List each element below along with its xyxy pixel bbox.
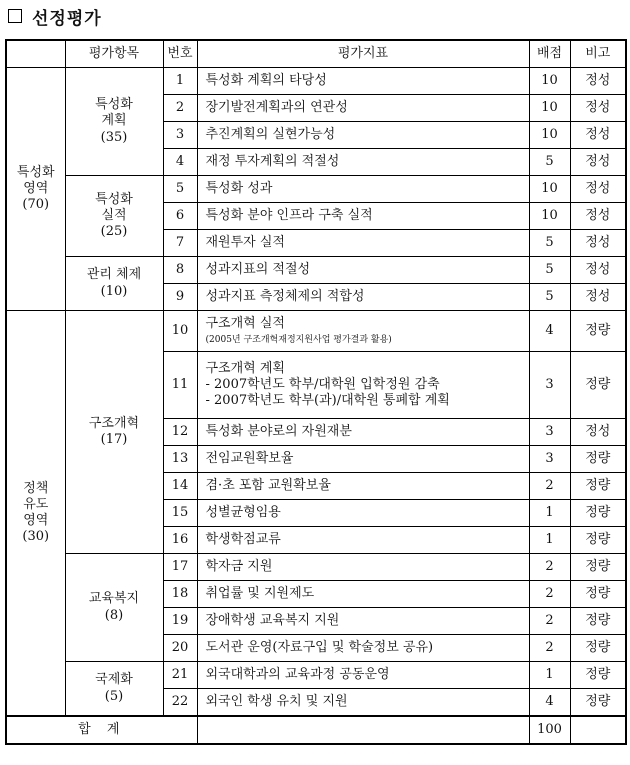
row-no: 3 bbox=[163, 122, 197, 149]
group-points: (30) bbox=[22, 529, 50, 545]
group-label-line: 특성화 bbox=[16, 164, 55, 180]
row-indicator: 외국인 학생 유치 및 지원 bbox=[197, 689, 529, 717]
total-label: 합 계 bbox=[6, 716, 197, 744]
row-score: 2 bbox=[529, 581, 570, 608]
row-indicator: 특성화 계획의 타당성 bbox=[197, 68, 529, 95]
row-remark: 정성 bbox=[570, 284, 626, 311]
subgroup-label-line: 특성화 bbox=[95, 97, 133, 113]
row-remark: 정량 bbox=[570, 352, 626, 419]
row-score: 2 bbox=[529, 554, 570, 581]
row-score: 5 bbox=[529, 284, 570, 311]
subgroup-points: (8) bbox=[104, 607, 124, 623]
row-no: 5 bbox=[163, 176, 197, 203]
header-no: 번호 bbox=[163, 40, 197, 68]
row-indicator: 학자금 지원 bbox=[197, 554, 529, 581]
row-indicator bbox=[197, 352, 529, 419]
row-remark: 정량 bbox=[570, 446, 626, 473]
row-score: 5 bbox=[529, 149, 570, 176]
row-indicator: 재정 투자계획의 적절성 bbox=[197, 149, 529, 176]
indicator-text: 구조개혁 실적 bbox=[205, 316, 285, 332]
indicator-text: 구조개혁 계획 bbox=[205, 360, 285, 376]
row-score: 3 bbox=[529, 419, 570, 446]
header-indicator: 평가지표 bbox=[197, 40, 529, 68]
subgroup-points: (5) bbox=[104, 688, 124, 704]
row-indicator: 학생학점교류 bbox=[197, 527, 529, 554]
row-score: 2 bbox=[529, 635, 570, 662]
indicator-bullet: - 2007학년도 학부(과)/대학원 통폐합 계획 bbox=[205, 393, 450, 409]
subgroup-plan bbox=[65, 68, 163, 176]
group-specialization bbox=[6, 68, 65, 311]
subgroup-restructuring bbox=[65, 311, 163, 554]
row-indicator: 장기발전계획과의 연관성 bbox=[197, 95, 529, 122]
row-score: 10 bbox=[529, 203, 570, 230]
row-remark: 정성 bbox=[570, 68, 626, 95]
row-score: 1 bbox=[529, 662, 570, 689]
row-no: 1 bbox=[163, 68, 197, 95]
row-indicator: 전임교원확보율 bbox=[197, 446, 529, 473]
row-no: 6 bbox=[163, 203, 197, 230]
row-no: 11 bbox=[163, 352, 197, 419]
row-indicator: 재원투자 실적 bbox=[197, 230, 529, 257]
row-indicator: 특성화 분야로의 자원재분 bbox=[197, 419, 529, 446]
subgroup-points: (10) bbox=[100, 283, 128, 299]
row-no: 10 bbox=[163, 311, 197, 352]
table-row bbox=[6, 176, 626, 203]
row-no: 12 bbox=[163, 419, 197, 446]
subgroup-welfare bbox=[65, 554, 163, 662]
row-no: 20 bbox=[163, 635, 197, 662]
total-row bbox=[6, 716, 626, 744]
subgroup-label-line: 특성화 bbox=[95, 191, 133, 207]
row-remark: 정량 bbox=[570, 473, 626, 500]
indicator-bullet: - 2007학년도 학부/대학원 입학정원 감축 bbox=[205, 376, 440, 392]
row-no: 17 bbox=[163, 554, 197, 581]
row-no: 14 bbox=[163, 473, 197, 500]
row-remark: 정량 bbox=[570, 635, 626, 662]
row-score: 10 bbox=[529, 176, 570, 203]
row-indicator: 성별균형임용 bbox=[197, 500, 529, 527]
table-row bbox=[6, 662, 626, 689]
row-no: 13 bbox=[163, 446, 197, 473]
header-remark: 비고 bbox=[570, 40, 626, 68]
evaluation-table bbox=[5, 39, 627, 745]
section-title: 선정평가 bbox=[32, 8, 102, 29]
row-score: 3 bbox=[529, 352, 570, 419]
subgroup-label-line: 구조개혁 bbox=[88, 415, 140, 431]
row-indicator: 성과지표 측정체제의 적합성 bbox=[197, 284, 529, 311]
checkbox-square-icon bbox=[8, 9, 22, 23]
row-remark: 정성 bbox=[570, 257, 626, 284]
group-label-line: 영역 bbox=[23, 180, 49, 196]
group-policy bbox=[6, 311, 65, 717]
group-label-line: 유도 bbox=[23, 496, 49, 512]
row-indicator: 특성화 성과 bbox=[197, 176, 529, 203]
row-score: 5 bbox=[529, 230, 570, 257]
row-score: 1 bbox=[529, 527, 570, 554]
header-blank bbox=[6, 40, 65, 68]
row-no: 22 bbox=[163, 689, 197, 717]
subgroup-label-line: 교육복지 bbox=[88, 591, 140, 607]
row-no: 15 bbox=[163, 500, 197, 527]
row-indicator bbox=[197, 311, 529, 352]
subgroup-international bbox=[65, 662, 163, 717]
subgroup-points: (17) bbox=[100, 432, 128, 447]
row-score: 3 bbox=[529, 446, 570, 473]
table-row bbox=[6, 311, 626, 352]
row-remark: 정성 bbox=[570, 419, 626, 446]
row-score: 1 bbox=[529, 500, 570, 527]
row-score: 10 bbox=[529, 122, 570, 149]
row-remark: 정량 bbox=[570, 554, 626, 581]
total-blank bbox=[197, 716, 529, 744]
row-indicator: 성과지표의 적절성 bbox=[197, 257, 529, 284]
table-row bbox=[6, 554, 626, 581]
row-score: 4 bbox=[529, 689, 570, 717]
row-remark: 정성 bbox=[570, 149, 626, 176]
row-score: 10 bbox=[529, 95, 570, 122]
header-score: 배점 bbox=[529, 40, 570, 68]
subgroup-points: (25) bbox=[100, 224, 128, 240]
subgroup-label-line: 계획 bbox=[101, 113, 127, 129]
subgroup-management bbox=[65, 257, 163, 311]
row-score: 2 bbox=[529, 473, 570, 500]
row-no: 21 bbox=[163, 662, 197, 689]
subgroup-label-line: 국제화 bbox=[95, 672, 133, 688]
total-remark bbox=[570, 716, 626, 744]
row-indicator: 추진계획의 실현가능성 bbox=[197, 122, 529, 149]
row-indicator: 도서관 운영(자료구입 및 학술정보 공유) bbox=[197, 635, 529, 662]
group-points: (70) bbox=[22, 197, 50, 213]
header-row bbox=[6, 40, 626, 68]
section-heading bbox=[8, 4, 102, 28]
table-row bbox=[6, 68, 626, 95]
row-no: 9 bbox=[163, 284, 197, 311]
row-remark: 정성 bbox=[570, 176, 626, 203]
row-remark: 정성 bbox=[570, 230, 626, 257]
row-no: 18 bbox=[163, 581, 197, 608]
row-indicator: 외국대학과의 교육과정 공동운영 bbox=[197, 662, 529, 689]
header-item: 평가항목 bbox=[65, 40, 163, 68]
row-no: 19 bbox=[163, 608, 197, 635]
row-no: 16 bbox=[163, 527, 197, 554]
row-no: 2 bbox=[163, 95, 197, 122]
row-remark: 정량 bbox=[570, 689, 626, 717]
row-score: 4 bbox=[529, 311, 570, 352]
row-score: 10 bbox=[529, 68, 570, 95]
row-remark: 정량 bbox=[570, 311, 626, 352]
total-score: 100 bbox=[529, 716, 570, 744]
row-remark: 정량 bbox=[570, 527, 626, 554]
subgroup-label-line: 관리 체제 bbox=[86, 267, 142, 283]
row-remark: 정량 bbox=[570, 662, 626, 689]
row-indicator: 장애학생 교육복지 지원 bbox=[197, 608, 529, 635]
subgroup-results bbox=[65, 176, 163, 257]
table-row bbox=[6, 257, 626, 284]
row-no: 8 bbox=[163, 257, 197, 284]
row-indicator: 겸·초 포함 교원확보율 bbox=[197, 473, 529, 500]
row-remark: 정량 bbox=[570, 581, 626, 608]
row-no: 4 bbox=[163, 149, 197, 176]
group-label-line: 영역 bbox=[23, 513, 49, 528]
subgroup-label-line: 실적 bbox=[101, 207, 127, 223]
row-remark: 정성 bbox=[570, 203, 626, 230]
row-no: 7 bbox=[163, 230, 197, 257]
row-remark: 정성 bbox=[570, 95, 626, 122]
row-score: 2 bbox=[529, 608, 570, 635]
row-indicator: 특성화 분야 인프라 구축 실적 bbox=[197, 203, 529, 230]
group-label-line: 정책 bbox=[23, 480, 49, 496]
indicator-note: (2005년 구조개혁재정지원사업 평가결과 활용) bbox=[205, 334, 392, 345]
subgroup-points: (35) bbox=[100, 129, 128, 145]
row-indicator: 취업률 및 지원제도 bbox=[197, 581, 529, 608]
row-remark: 정량 bbox=[570, 608, 626, 635]
row-remark: 정량 bbox=[570, 500, 626, 527]
row-score: 5 bbox=[529, 257, 570, 284]
row-remark: 정성 bbox=[570, 122, 626, 149]
